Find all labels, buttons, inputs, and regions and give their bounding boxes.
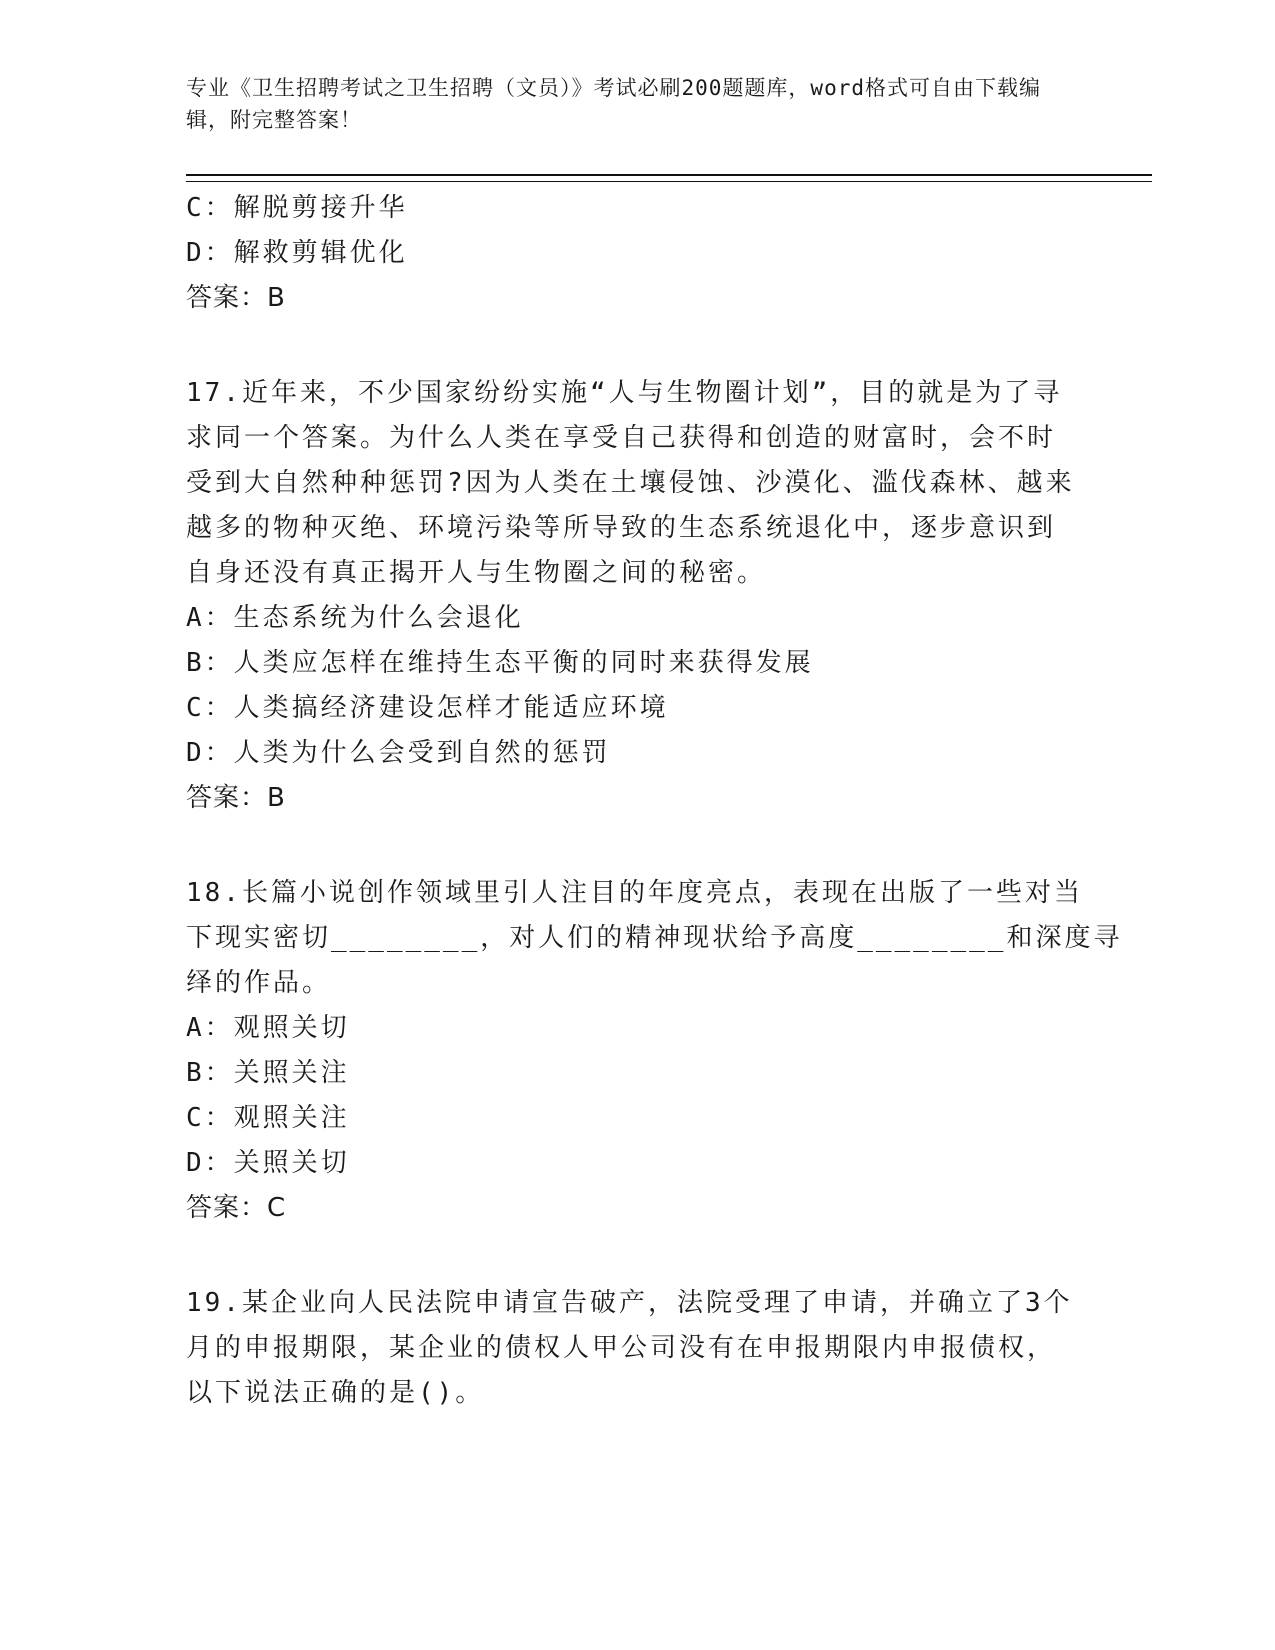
- question-stem-line: 绎的作品。: [186, 968, 332, 998]
- option-c: C：人类搞经济建设怎样才能适应环境: [186, 693, 669, 723]
- question-stem-line: 17.近年来，不少国家纷纷实施“人与生物圈计划”，目的就是为了寻: [186, 378, 1063, 408]
- question-stem-line: 18.长篇小说创作领域里引人注目的年度亮点，表现在出版了一些对当: [186, 878, 1083, 908]
- option-c: C：观照关注: [186, 1103, 350, 1133]
- answer-line: 答案：C: [186, 1193, 287, 1223]
- question-stem-line: 求同一个答案。为什么人类在享受自己获得和创造的财富时，会不时: [186, 423, 1057, 453]
- answer-line: 答案：B: [186, 283, 286, 313]
- question-stem-line: 自身还没有真正揭开人与生物圈之间的秘密。: [186, 558, 767, 588]
- option-d: D：人类为什么会受到自然的惩罚: [186, 738, 611, 768]
- question-content: [186, 186, 1123, 1416]
- option-d: D：解救剪辑优化: [186, 238, 408, 268]
- question-stem-line: 下现实密切________，对人们的精神现状给予高度________和深度寻: [186, 923, 1123, 953]
- question-stem-line: 受到大自然种种惩罚?因为人类在土壤侵蚀、沙漠化、滥伐森林、越来: [186, 468, 1075, 498]
- option-b: B：关照关注: [186, 1058, 350, 1088]
- answer-line: 答案：B: [186, 783, 286, 813]
- header-rule-thick: [186, 174, 1152, 176]
- header-rule-thin: [186, 181, 1152, 182]
- question-stem-line: 越多的物种灭绝、环境污染等所导致的生态系统退化中，逐步意识到: [186, 513, 1057, 543]
- option-d: D：关照关切: [186, 1148, 350, 1178]
- question-stem-line: 以下说法正确的是()。: [186, 1378, 485, 1408]
- question-stem-line: 19.某企业向人民法院申请宣告破产，法院受理了申请，并确立了3个: [186, 1288, 1073, 1318]
- question-stem-line: 月的申报期限，某企业的债权人甲公司没有在申报期限内申报债权，: [186, 1333, 1057, 1363]
- option-b: B：人类应怎样在维持生态平衡的同时来获得发展: [186, 648, 814, 678]
- document-header: 专业《卫生招聘考试之卫生招聘（文员）》考试必刷200题题库，word格式可自由下载编辑，附完整答案！: [186, 76, 1041, 132]
- question-19: [186, 1281, 1086, 1416]
- option-c: C：解脱剪接升华: [186, 193, 408, 223]
- option-a: A：观照关切: [186, 1013, 350, 1043]
- question-17: [186, 371, 1086, 821]
- question-18: [186, 871, 1123, 1231]
- option-a: A：生态系统为什么会退化: [186, 603, 524, 633]
